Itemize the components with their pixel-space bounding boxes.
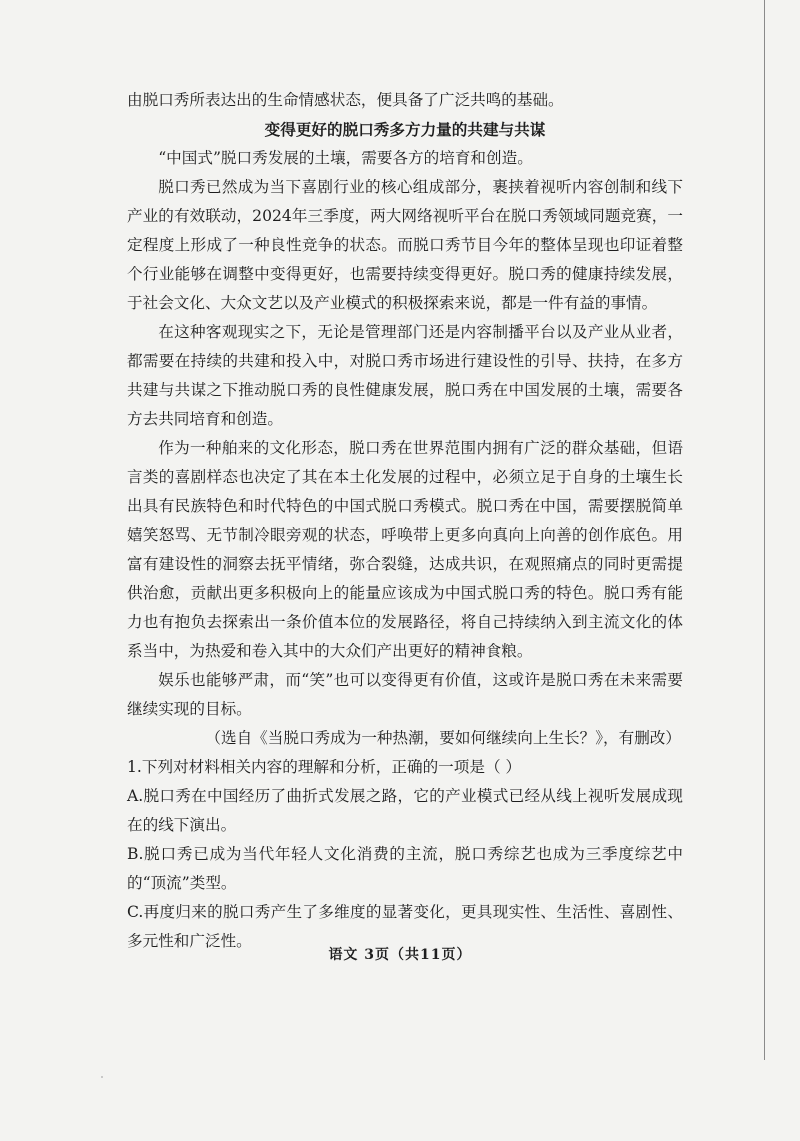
page-edge-line (764, 0, 765, 1060)
option-b: B.脱口秀已成为当代年轻人文化消费的主流，脱口秀综艺也成为三季度综艺中的“顶流”类型。 (127, 845, 683, 892)
page-footer: 语文 3页（共11页） (328, 947, 472, 963)
paragraph-4: 作为一种舶来的文化形态，脱口秀在世界范围内拥有广泛的群众基础，但语言类的喜剧样态也决定了其在本土化发展的过程中，必须立足于自身的土壤生长出具有民族特色和时代特色的中国式脱口秀模式。脱口秀在中国，需要摆脱简单嬉笑怒骂、无节制冷眼旁观的状态，呼唤带上更多向真向上向善的创作底色。用富有建设性的洞察去抚平情绪，弥合裂缝，达成共识，在观照痛点的同时更需提供治愈，贡献出更多积极向上的能量应该成为中国式脱口秀的特色。脱口秀有能力也有抱负去探索出一条价值本位的发展路径，将自己持续纳入到主流文化的体系当中，为热爱和卷入其中的大众们产出更好的精神食粮。 (127, 439, 683, 660)
paragraph-1: “中国式”脱口秀发展的土壤，需要各方的培育和创造。 (158, 149, 533, 167)
paragraph-3: 在这种客观现实之下，无论是管理部门还是内容制播平台以及产业从业者，都需要在持续的共建和投入中，对脱口秀市场进行建设性的引导、扶持，在多方共建与共谋之下推动脱口秀的良性健康发展，脱口秀在中国发展的土壤，需要各方去共同培育和创造。 (127, 323, 683, 428)
section-title: 变得更好的脱口秀多方力量的共建与共谋 (264, 120, 546, 139)
continued-text: 由脱口秀所表达出的生命情感状态，便具备了广泛共鸣的基础。 (127, 91, 564, 109)
option-a: A.脱口秀在中国经历了曲折式发展之路，它的产业模式已经从线上视听发展成现在的线下演出。 (127, 787, 683, 834)
paragraph-2: 脱口秀已然成为当下喜剧行业的核心组成部分，裹挟着视听内容创制和线下产业的有效联动，2024年三季度，两大网络视听平台在脱口秀领域同题竞赛，一定程度上形成了一种良性竞争的状态。而脱口秀节目今年的整体呈现也印证着整个行业能够在调整中变得更好，也需要持续变得更好。脱口秀的健康持续发展，于社会文化、大众文艺以及产业模式的积极探索来说，都是一件有益的事情。 (127, 178, 683, 312)
page-content (127, 86, 683, 956)
paragraph-5: 娱乐也能够严肃，而“笑”也可以变得更有价值，这或许是脱口秀在未来需要继续实现的目标。 (127, 671, 683, 718)
question-stem: 1.下列对材料相关内容的理解和分析，正确的一项是（ ） (127, 758, 522, 776)
option-c: C.再度归来的脱口秀产生了多维度的显著变化，更具现实性、生活性、喜剧性、多元性和广泛性。 (127, 903, 683, 950)
scan-speck (101, 1076, 103, 1078)
source-citation: （选自《当脱口秀成为一种热潮，要如何继续向上生长？》，有删改） (205, 729, 681, 747)
